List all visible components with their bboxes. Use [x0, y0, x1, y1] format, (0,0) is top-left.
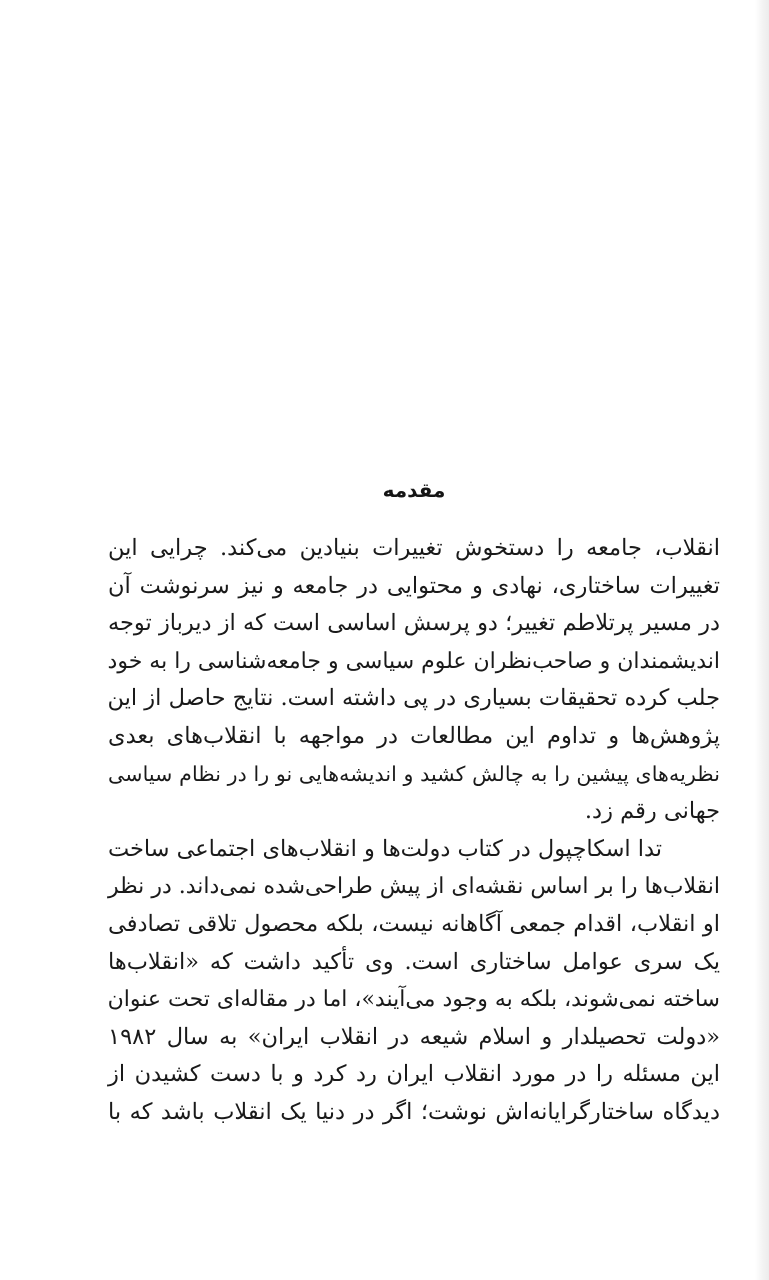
text-line: ساخته نمی‌شوند، بلکه به وجود می‌آیند»، اما در مقاله‌ای تحت عنوان — [107, 987, 720, 1013]
text-line: دیدگاه ساختارگرایانه‌اش نوشت؛ اگر در دنیا یک انقلاب باشد که با — [108, 1098, 720, 1125]
text-line: پژوهش‌ها و تداوم این مطالعات در مواجهه با انقلاب‌های بعدی — [108, 722, 720, 749]
body-text — [108, 530, 720, 1132]
text-line: این مسئله را در مورد انقلاب ایران رد کرد و با دست کشیدن از — [108, 1061, 720, 1088]
text-line: در مسیر پرتلاطم تغییر؛ دو پرسش اساسی است که از دیرباز توجه — [108, 610, 720, 637]
text-line: جلب کرده تحقیقات بسیاری در پی داشته است. نتایج حاصل از این — [107, 685, 720, 712]
text-line: انقلاب، جامعه را دستخوش تغییرات بنیادین می‌کند. چرایی این — [108, 535, 720, 561]
text-line: انقلاب‌ها را بر اساس نقشه‌ای از پیش طراحی‌شده نمی‌داند. در نظر — [108, 874, 720, 900]
text-line: جهانی رقم زد. — [584, 798, 720, 825]
text-line: تغییرات ساختاری، نهادی و محتوایی در جامعه و نیز سرنوشت آن — [108, 572, 720, 599]
text-line: او انقلاب، اقدام جمعی آگاهانه نیست، بلکه محصول تلاقی تصادفی — [108, 910, 720, 937]
text-line: تدا اسکاچپول در کتاب دولت‌ها و انقلاب‌های اجتماعی ساخت — [108, 835, 662, 862]
page-edge-shadow — [755, 0, 769, 1280]
text-line: اندیشمندان و صاحب‌نظران علوم سیاسی و جامعه‌شناسی را به خود — [107, 648, 720, 674]
text-line: «دولت تحصیلدار و اسلام شیعه در انقلاب ایران» به سال ۱۹۸۲ — [108, 1023, 720, 1050]
paragraph-1 — [108, 530, 720, 831]
page-content — [108, 470, 720, 1132]
text-line: یک سری عوامل ساختاری است. وی تأکید داشت که «انقلاب‌ها — [108, 948, 720, 975]
paragraph-2 — [108, 831, 720, 1132]
chapter-title: مقدمه — [382, 478, 446, 502]
text-line: نظریه‌های پیشین را به چالش کشید و اندیشه‌هایی نو را در نظام سیاسی — [108, 761, 720, 786]
